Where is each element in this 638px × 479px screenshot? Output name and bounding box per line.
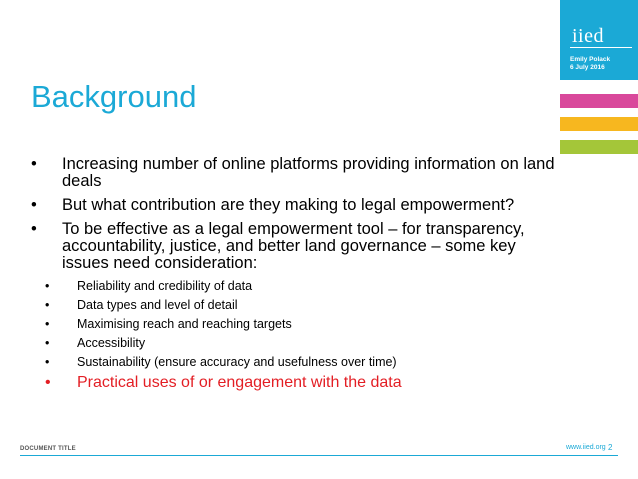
bullet-dot: • bbox=[45, 355, 50, 369]
presentation-date: 6 July 2016 bbox=[570, 64, 605, 71]
sub-bullet-item bbox=[0, 355, 560, 369]
bullet-dot: • bbox=[45, 336, 50, 350]
bullet-list bbox=[0, 156, 560, 397]
sub-bullet-item-highlighted bbox=[0, 374, 560, 392]
bullet-text: To be effective as a legal empowerment tool – for transparency, accountability, justice, and better land governance – some key issues need consideration: bbox=[62, 220, 525, 272]
page-number: 2 bbox=[608, 443, 613, 452]
sub-bullet-item bbox=[0, 279, 560, 293]
bullet-item bbox=[0, 221, 560, 272]
bullet-dot: • bbox=[31, 155, 37, 173]
accent-bar-yellow bbox=[560, 117, 638, 131]
author-name: Emily Polack bbox=[570, 56, 611, 63]
bullet-dot: • bbox=[45, 279, 50, 293]
logo-divider bbox=[570, 47, 632, 48]
bullet-dot: • bbox=[45, 374, 51, 391]
sub-bullet-text: Data types and level of detail bbox=[77, 298, 238, 312]
bullet-text: Increasing number of online platforms providing information on land deals bbox=[62, 155, 555, 190]
footer-website: www.iied.org bbox=[566, 444, 606, 451]
iied-logo: iied bbox=[572, 25, 604, 47]
bullet-dot: • bbox=[45, 317, 50, 331]
sub-bullet-text: Practical uses of or engagement with the data bbox=[77, 374, 402, 391]
footer-divider bbox=[20, 455, 618, 456]
brand-panel bbox=[560, 0, 638, 80]
sub-bullet-item bbox=[0, 336, 560, 350]
accent-bar-green bbox=[560, 140, 638, 154]
bullet-dot: • bbox=[31, 196, 37, 214]
bullet-item bbox=[0, 156, 560, 190]
sub-bullet-text: Sustainability (ensure accuracy and usefulness over time) bbox=[77, 355, 397, 369]
bullet-item bbox=[0, 197, 560, 214]
sub-bullet-text: Reliability and credibility of data bbox=[77, 279, 253, 293]
bullet-dot: • bbox=[45, 298, 50, 312]
sub-bullet-item bbox=[0, 317, 560, 331]
bullet-dot: • bbox=[31, 220, 37, 238]
bullet-text: But what contribution are they making to legal empowerment? bbox=[62, 196, 515, 214]
sub-bullet-item bbox=[0, 298, 560, 312]
accent-bar-pink bbox=[560, 94, 638, 108]
sub-bullet-text: Maximising reach and reaching targets bbox=[77, 317, 292, 331]
sub-bullet-text: Accessibility bbox=[77, 336, 146, 350]
slide-title: Background bbox=[31, 79, 197, 114]
footer-document-title: DOCUMENT TITLE bbox=[20, 446, 76, 452]
